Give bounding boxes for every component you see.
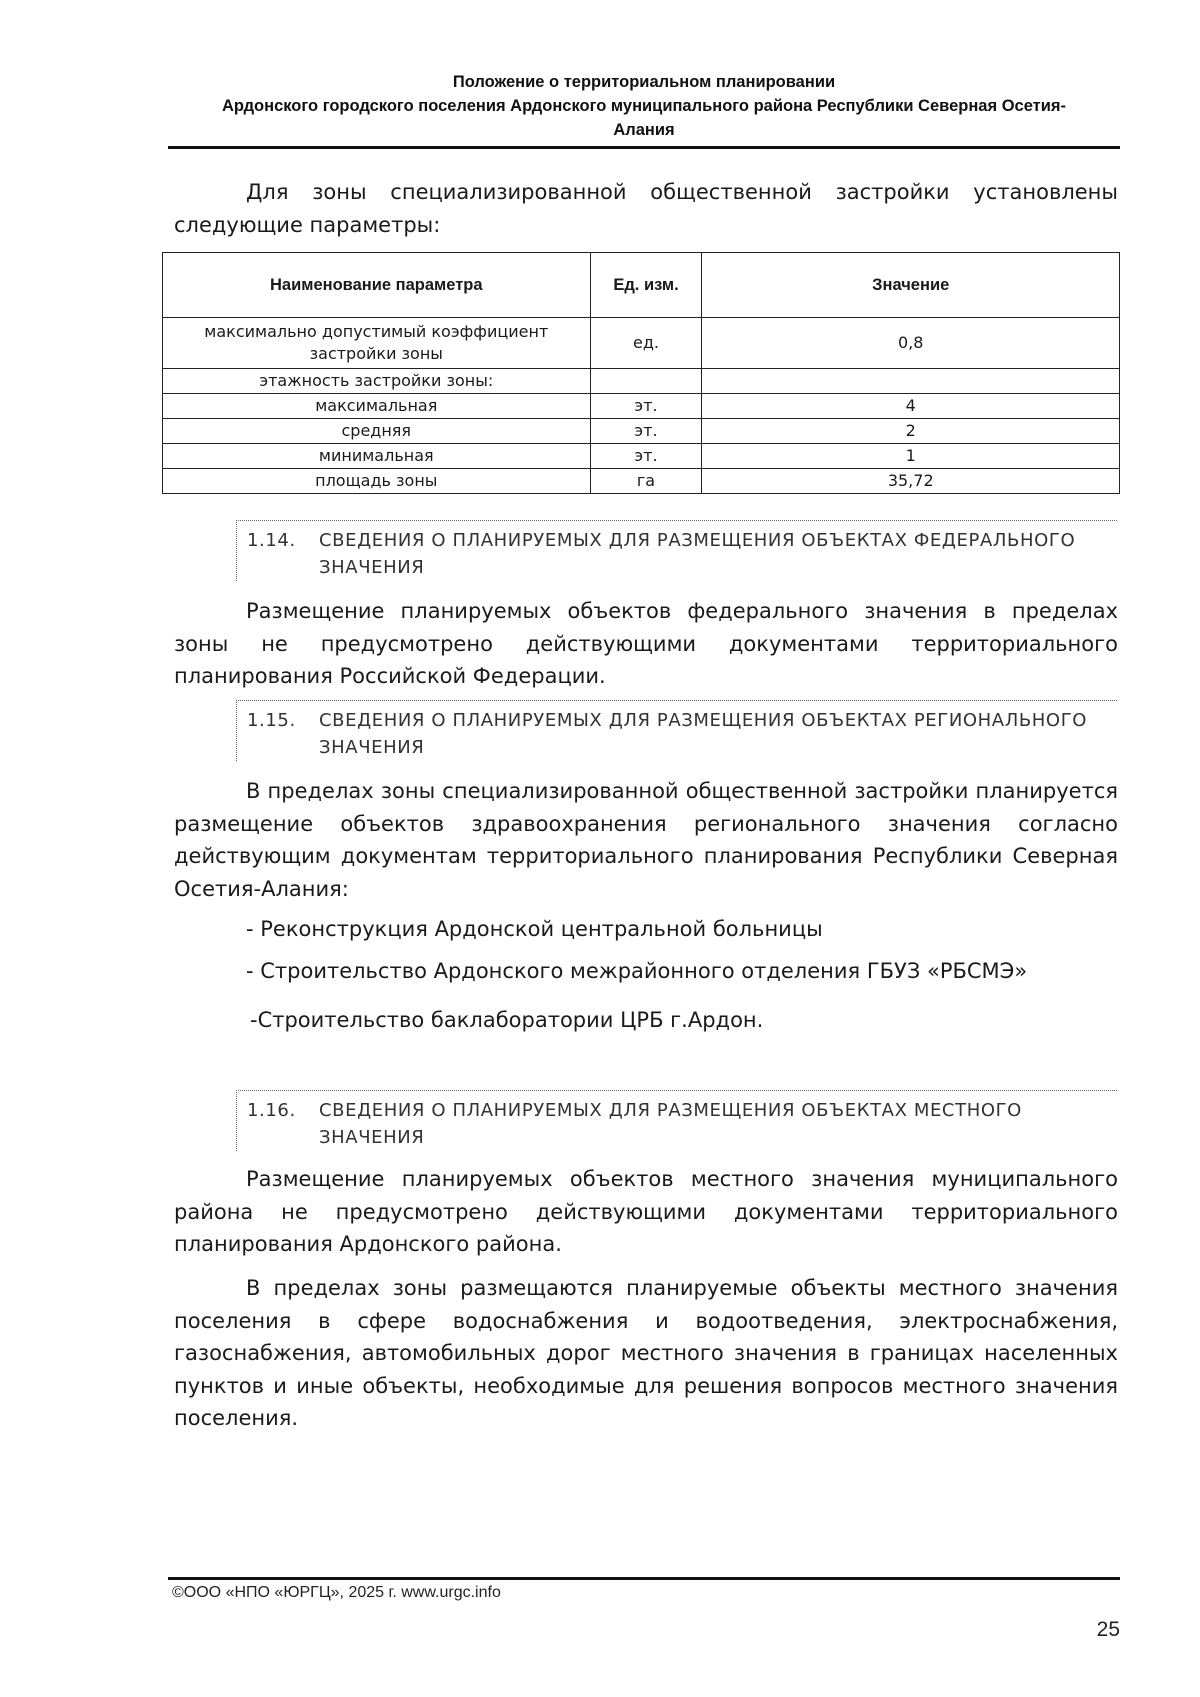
- section-number: 1.14.: [247, 530, 296, 551]
- column-header-unit: Ед. изм.: [590, 253, 702, 318]
- section-title: СВЕДЕНИЯ О ПЛАНИРУЕМЫХ ДЛЯ РАЗМЕЩЕНИЯ ОБЪЕКТАХ ФЕДЕРАЛЬНОГО ЗНАЧЕНИЯ: [319, 530, 1076, 578]
- cell-unit: эт.: [590, 419, 702, 444]
- section-1-15-paragraph: В пределах зоны специализированной общественной застройки планируется размещение объектов здравоохранения регионального значения согласно действующим документам территориального планирования Республики Северная Осетия-Алания:: [174, 779, 1118, 901]
- table-row: [163, 444, 1120, 469]
- header-divider: [168, 146, 1120, 149]
- cell-unit: ед.: [590, 318, 702, 369]
- cell-value: 0,8: [702, 318, 1120, 369]
- cell-value: 1: [702, 444, 1120, 469]
- column-header-name: Наименование параметра: [163, 253, 591, 318]
- section-1-14-paragraph: Размещение планируемых объектов федерального значения в пределах зоны не предусмотрено действующими документами территориального планирования Российской Федерации.: [174, 599, 1118, 688]
- list-item: - Реконструкция Ардонской центральной больницы: [246, 917, 823, 941]
- cell-unit: [590, 369, 702, 394]
- table-row: [163, 394, 1120, 419]
- page-number: 25: [1096, 1618, 1120, 1641]
- cell-name: максимальная: [163, 394, 591, 419]
- section-title: СВЕДЕНИЯ О ПЛАНИРУЕМЫХ ДЛЯ РАЗМЕЩЕНИЯ ОБЪЕКТАХ МЕСТНОГО ЗНАЧЕНИЯ: [319, 1100, 1022, 1148]
- table-row: [163, 419, 1120, 444]
- header-line-3: Алания: [613, 121, 675, 139]
- cell-name: этажность застройки зоны:: [163, 369, 591, 394]
- section-heading-1-16[interactable]: [236, 1090, 1117, 1151]
- section-1-16-paragraph-2: В пределах зоны размещаются планируемые объекты местного значения поселения в сфере водоснабжения и водоотведения, электроснабжения, газоснабжения, автомобильных дорог местного значения в границах населенных пунктов и иные объекты, необходимые для решения вопросов местного значения поселения.: [174, 1276, 1118, 1430]
- section-heading-1-14[interactable]: [236, 520, 1117, 581]
- section-1-16-paragraph: Размещение планируемых объектов местного значения муниципального района не предусмотрено действующими документами территориального планирования Ардонского района.: [174, 1167, 1118, 1256]
- cell-unit: эт.: [590, 444, 702, 469]
- list-item: - Строительство Ардонского межрайонного отделения ГБУЗ «РБСМЭ»: [246, 959, 1028, 983]
- table-row: [163, 469, 1120, 494]
- table-row: [163, 369, 1120, 394]
- section-heading-1-15[interactable]: [236, 700, 1117, 761]
- cell-name: максимально допустимый коэффициент застройки зоны: [163, 318, 591, 369]
- table-header-row: [163, 253, 1120, 318]
- cell-unit: эт.: [590, 394, 702, 419]
- header-line-2: Ардонского городского поселения Ардонского муниципального района Республики Северная Осетия-: [221, 97, 1067, 115]
- parameters-table: [162, 252, 1120, 494]
- cell-value: 35,72: [702, 469, 1120, 494]
- section-number: 1.16.: [247, 1100, 296, 1121]
- cell-name: минимальная: [163, 444, 591, 469]
- column-header-value: Значение: [702, 253, 1120, 318]
- cell-name: площадь зоны: [163, 469, 591, 494]
- cell-value: 4: [702, 394, 1120, 419]
- section-number: 1.15.: [247, 710, 296, 731]
- section-title: СВЕДЕНИЯ О ПЛАНИРУЕМЫХ ДЛЯ РАЗМЕЩЕНИЯ ОБЪЕКТАХ РЕГИОНАЛЬНОГО ЗНАЧЕНИЯ: [319, 710, 1088, 758]
- cell-name: средняя: [163, 419, 591, 444]
- footer-divider: [168, 1577, 1120, 1580]
- footer-copyright: ©ООО «НПО «ЮРГЦ», 2025 г. www.urgc.info: [172, 1584, 501, 1601]
- intro-paragraph: Для зоны специализированной общественной застройки установлены следующие параметры:: [174, 180, 1118, 237]
- cell-value: [702, 369, 1120, 394]
- table-row: [163, 318, 1120, 369]
- list-item: -Строительство баклаборатории ЦРБ г.Ардон.: [250, 1008, 764, 1032]
- cell-value: 2: [702, 419, 1120, 444]
- header-line-1: Положение о территориальном планировании: [452, 73, 836, 91]
- document-header: [168, 70, 1120, 142]
- cell-unit: га: [590, 469, 702, 494]
